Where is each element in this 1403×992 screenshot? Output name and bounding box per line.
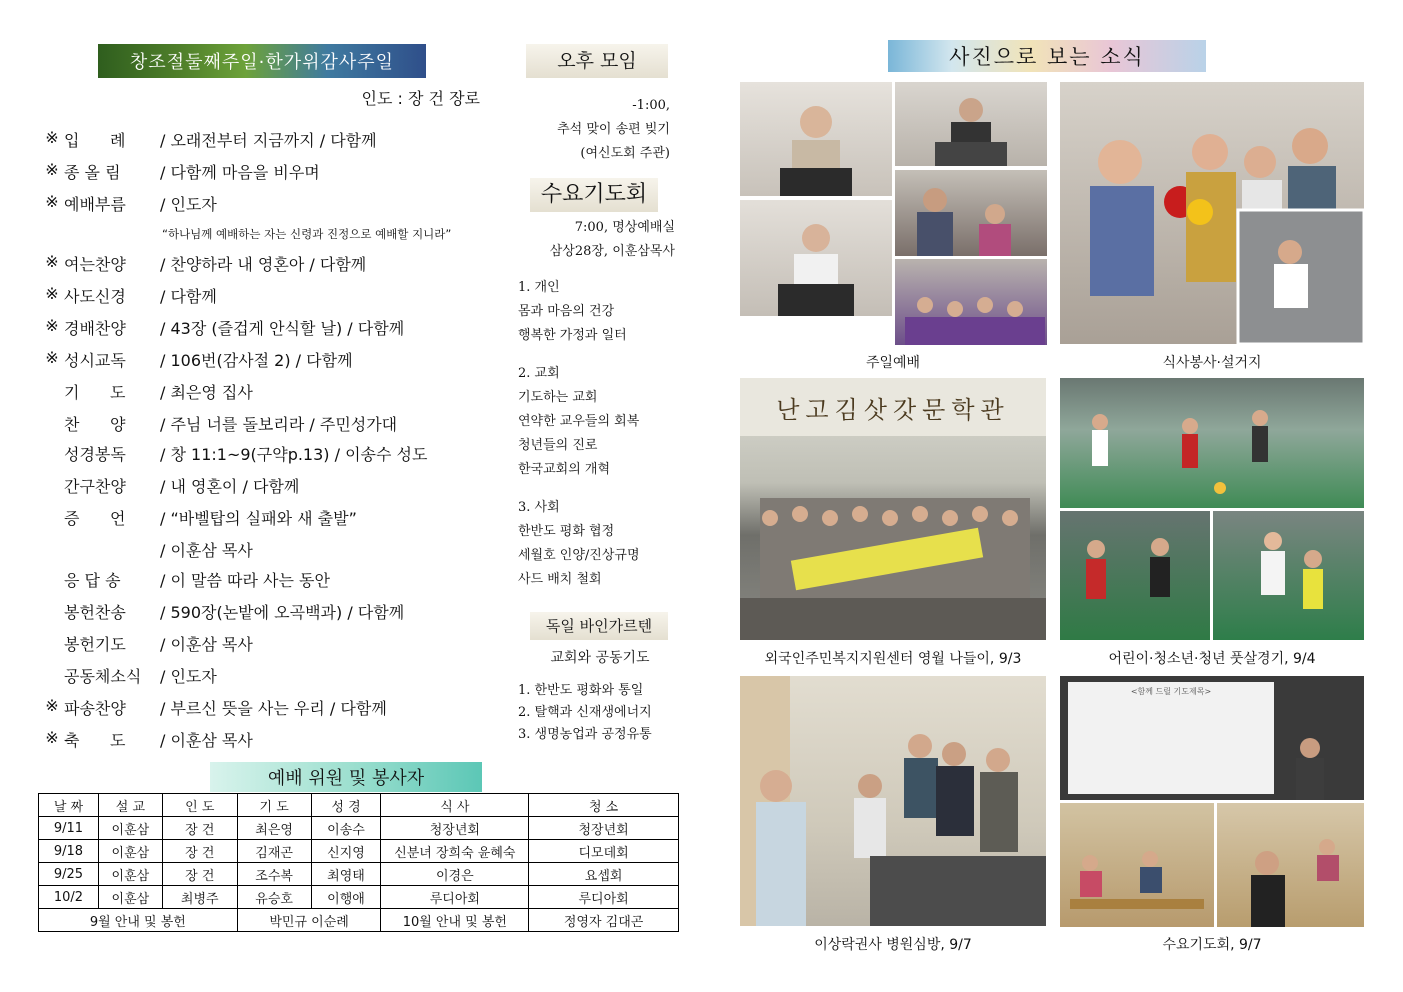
choir-figures (895, 259, 1047, 345)
speaker-figure (740, 200, 892, 316)
liturgy-row (40, 696, 387, 722)
liturgy-item-name (64, 538, 160, 564)
caption-hospital: 이상락권사 병원심방, 9/7 (814, 937, 972, 953)
liturgy-row (40, 664, 217, 690)
cell: 조수복 (237, 863, 311, 886)
table-row (39, 863, 679, 886)
photo-prayer-room-2 (1217, 803, 1364, 927)
cell: 이행애 (311, 886, 381, 909)
speaker-figure (895, 82, 1047, 166)
liturgy-item-name: 기 도 (64, 383, 126, 402)
photo-news-banner (888, 40, 1206, 72)
wednesday-leader: 삼상28장, 이훈삼목사 (549, 244, 675, 259)
photo-prayer-slide (1060, 676, 1364, 800)
required-mark: ※ (45, 128, 59, 147)
cell: 10월 안내 및 봉헌 (381, 909, 529, 932)
wednesday-info (510, 216, 675, 264)
caption-kitchen: 식사봉사·설거지 (1162, 355, 1262, 371)
cell: 9/25 (39, 863, 99, 886)
required-mark: ※ (45, 728, 59, 747)
liturgy-row (40, 348, 353, 374)
liturgy-row (40, 380, 253, 406)
required-mark (40, 506, 64, 532)
liturgy-item-value: / 이훈삼 목사 (160, 541, 253, 560)
photo-news-title: 사진으로 보는 소식 (949, 45, 1145, 69)
liturgy-item-value: / 43장 (즐겁게 안식할 날) / 다함께 (160, 319, 405, 338)
required-mark: ※ (45, 284, 59, 303)
wednesday-title: 수요기도회 (540, 182, 648, 207)
liturgy-item-value: / 오래전부터 지금까지 / 다함께 (160, 131, 377, 150)
liturgy-row (40, 252, 366, 278)
cell: 최영태 (311, 863, 381, 886)
cell: 10/2 (39, 886, 99, 909)
prayer-item: 세월호 인양/진상규명 (518, 548, 640, 563)
prayer-item: 한반도 평화 협정 (518, 524, 615, 539)
liturgy-row (40, 192, 217, 218)
caption-outing: 외국인주민복지지원센터 영월 나들이, 9/3 (764, 651, 1022, 667)
liturgy-item-name: 입 례 (64, 131, 126, 150)
prayer-item: 연약한 교우들의 회복 (518, 414, 640, 429)
afternoon-details (510, 94, 670, 166)
liturgy-item-value: / 다함께 마음을 비우며 (160, 163, 320, 182)
photo-prayer-room-1 (1060, 803, 1214, 927)
liturgy-item-value: / 106번(감사절 2) / 다함께 (160, 351, 353, 370)
liturgy-item-value: / 찬양하라 내 영혼아 / 다함께 (160, 255, 367, 274)
cell: 9/18 (39, 840, 99, 863)
liturgy-item-name: 응 답 송 (64, 571, 121, 590)
liturgy-item-value: / 내 영혼이 / 다함께 (160, 477, 300, 496)
germany-title: 독일 바인가르텐 (545, 617, 653, 635)
cell: 9/11 (39, 817, 99, 840)
cell: 장 건 (162, 840, 237, 863)
liturgy-item-value: / 주님 너를 돌보리라 / 주민성가대 (160, 415, 398, 434)
liturgy-row (40, 442, 427, 468)
cell: 루디아회 (529, 886, 679, 909)
liturgy-item-name: 간구찬양 (64, 477, 126, 496)
liturgy-item-value: / 다함께 (160, 287, 217, 306)
caption-prayer: 수요기도회, 9/7 (1162, 937, 1262, 953)
liturgy-row (40, 474, 299, 500)
cell: 박민규 이순례 (237, 909, 381, 932)
col-cleaning: 청 소 (529, 794, 679, 817)
afternoon-line: 추석 맞이 송편 빚기 (557, 122, 670, 137)
photo-futsal-3 (1213, 511, 1364, 640)
liturgy-row (40, 412, 397, 438)
kitchen-volunteers (1060, 82, 1364, 344)
liturgy-item-value: / “바벨탑의 실패와 새 출발” (160, 509, 357, 528)
service-title: 창조절둘째주일·한가위감사주일 (129, 52, 395, 73)
liturgy-row (40, 160, 320, 186)
liturgy-item-name: 축 도 (64, 731, 126, 750)
hospital-visit-figures (740, 676, 1046, 926)
required-mark (40, 474, 64, 500)
germany-item: 2. 탈핵과 신재생에너지 (518, 705, 652, 720)
table-row (39, 886, 679, 909)
liturgy-item-value: / 인도자 (160, 195, 217, 214)
presenter-figure (1060, 676, 1364, 800)
liturgy-row (40, 284, 217, 310)
liturgy-row (40, 506, 357, 532)
liturgy-item-name: 사도신경 (64, 287, 126, 306)
required-mark (40, 600, 64, 626)
futsal-players (1060, 378, 1364, 508)
liturgy-row (40, 538, 253, 564)
liturgy-row (40, 316, 404, 342)
col-date: 날 짜 (39, 794, 99, 817)
liturgy-item-value: / 창 11:1~9(구약p.13) / 이송수 성도 (160, 445, 428, 464)
required-mark (40, 538, 64, 564)
prayer-head: 3. 사회 (518, 500, 560, 515)
liturgy-row (40, 128, 377, 154)
photo-speaker-3 (740, 200, 892, 316)
prayer-item: 행복한 가정과 일터 (518, 328, 627, 343)
prayer-head: 1. 개인 (518, 280, 560, 295)
cell: 유승호 (237, 886, 311, 909)
liturgy-row (40, 600, 404, 626)
liturgy-item-name: 공동체소식 (64, 667, 142, 686)
cell: 신분녀 장희숙 윤혜숙 (381, 840, 529, 863)
liturgy-item-name: 증 언 (64, 509, 126, 528)
staff-title-banner (210, 762, 482, 792)
germany-item: 3. 생명농업과 공정유통 (518, 727, 652, 742)
congregation-figures (895, 170, 1047, 256)
liturgy-item-name: 성경봉독 (64, 445, 126, 464)
required-mark (40, 632, 64, 658)
liturgy-item-name: 여는찬양 (64, 255, 126, 274)
required-mark: ※ (45, 160, 59, 179)
prayer-item: 몸과 마음의 건강 (518, 304, 615, 319)
cell: 이송수 (311, 817, 381, 840)
prayer-room-figures (1217, 803, 1364, 927)
required-mark: ※ (45, 252, 59, 271)
cell: 장 건 (162, 817, 237, 840)
leader-line: 인도 : 장 건 장로 (361, 89, 480, 108)
liturgy-item-value: / 부르신 뜻을 사는 우리 / 다함께 (160, 699, 387, 718)
staff-title: 예배 위원 및 봉사자 (267, 768, 425, 789)
prayer-item: 사드 배치 철회 (518, 572, 602, 587)
cell: 김재곤 (237, 840, 311, 863)
germany-item: 1. 한반도 평화와 통일 (518, 683, 644, 698)
museum-sign: 난고김삿갓문학관 (740, 378, 1046, 436)
liturgy-item-value: / 최은영 집사 (160, 383, 253, 402)
liturgy-item-name: 찬 양 (64, 415, 126, 434)
photo-futsal-1 (1060, 378, 1364, 508)
liturgy-item-name: 파송찬양 (64, 699, 126, 718)
service-title-banner (98, 44, 426, 78)
col-bible: 성 경 (311, 794, 381, 817)
liturgy-item-value: / 이훈삼 목사 (160, 635, 253, 654)
call-verse: “하나님께 예배하는 자는 신령과 진정으로 예배할 지니라” (162, 227, 452, 241)
prayer-list (518, 276, 678, 592)
prayer-head: 2. 교회 (518, 366, 560, 381)
photo-speaker-1 (740, 82, 892, 196)
table-row (39, 840, 679, 863)
liturgy-item-value: / 이 말씀 따라 사는 동안 (160, 571, 330, 590)
caption-sunday: 주일예배 (865, 355, 921, 371)
speaker-figure (740, 82, 892, 196)
col-meal: 식 사 (381, 794, 529, 817)
futsal-players (1213, 511, 1364, 640)
table-footer-row (39, 909, 679, 932)
germany-list (518, 680, 688, 746)
cell: 장 건 (162, 863, 237, 886)
photo-outing (740, 378, 1046, 640)
afternoon-line: (여신도회 주관) (580, 146, 670, 161)
cell: 디모데회 (529, 840, 679, 863)
cell: 9월 안내 및 봉헌 (39, 909, 238, 932)
table-header-row (39, 794, 679, 817)
required-mark (40, 664, 64, 690)
cell: 청장년회 (529, 817, 679, 840)
wednesday-time: 7:00, 명상예배실 (574, 220, 675, 235)
afternoon-line: -1:00, (632, 98, 670, 113)
liturgy-item-value: / 인도자 (160, 667, 217, 686)
col-prayer: 기 도 (237, 794, 311, 817)
liturgy-item-name: 봉헌찬송 (64, 603, 126, 622)
col-lead: 인 도 (162, 794, 237, 817)
liturgy-item-name: 종 올 림 (64, 163, 121, 182)
liturgy-row (40, 728, 253, 754)
cell: 이훈삼 (98, 840, 162, 863)
liturgy-row (40, 632, 253, 658)
germany-title-box (530, 612, 668, 640)
photo-futsal-2 (1060, 511, 1210, 640)
col-sermon: 설 교 (98, 794, 162, 817)
required-mark: ※ (45, 348, 59, 367)
photo-choir (895, 259, 1047, 345)
cell: 루디아회 (381, 886, 529, 909)
cell: 이훈삼 (98, 817, 162, 840)
prayer-item: 한국교회의 개혁 (518, 462, 611, 477)
liturgy-row (40, 568, 330, 594)
germany-subtitle: 교회와 공동기도 (550, 650, 650, 666)
liturgy-item-name: 봉헌기도 (64, 635, 126, 654)
photo-speaker-2 (895, 82, 1047, 166)
required-mark: ※ (45, 696, 59, 715)
prayer-item: 청년들의 진로 (518, 438, 598, 453)
required-mark (40, 568, 64, 594)
cell: 최은영 (237, 817, 311, 840)
staff-table (38, 793, 679, 932)
photo-congregation (895, 170, 1047, 256)
afternoon-title-box (526, 44, 668, 78)
liturgy-item-value: / 이훈삼 목사 (160, 731, 253, 750)
cell: 요셉회 (529, 863, 679, 886)
liturgy-item-name: 예배부름 (64, 195, 126, 214)
photo-kitchen (1060, 82, 1364, 344)
liturgy-item-name: 성시교독 (64, 351, 126, 370)
cell: 이경은 (381, 863, 529, 886)
liturgy-item-name: 경배찬양 (64, 319, 126, 338)
cell: 신지영 (311, 840, 381, 863)
prayer-room-figures (1060, 803, 1214, 927)
slide-title: <함께 드릴 기도제목> (1130, 687, 1212, 696)
afternoon-title: 오후 모임 (557, 50, 637, 72)
required-mark: ※ (45, 192, 59, 211)
group-crowd (740, 378, 1046, 640)
cell: 이훈삼 (98, 863, 162, 886)
cell: 이훈삼 (98, 886, 162, 909)
cell: 최병주 (162, 886, 237, 909)
required-mark: ※ (45, 316, 59, 335)
required-mark (40, 380, 64, 406)
wednesday-title-box (530, 178, 658, 212)
table-row (39, 817, 679, 840)
cell: 정영자 김대곤 (529, 909, 679, 932)
cell: 청장년회 (381, 817, 529, 840)
photo-hospital (740, 676, 1046, 926)
required-mark (40, 442, 64, 468)
prayer-item: 기도하는 교회 (518, 390, 598, 405)
required-mark (40, 412, 64, 438)
liturgy-item-value: / 590장(논밭에 오곡백과) / 다함께 (160, 603, 405, 622)
futsal-players (1060, 511, 1210, 640)
caption-futsal: 어린이·청소년·청년 풋살경기, 9/4 (1108, 651, 1316, 667)
